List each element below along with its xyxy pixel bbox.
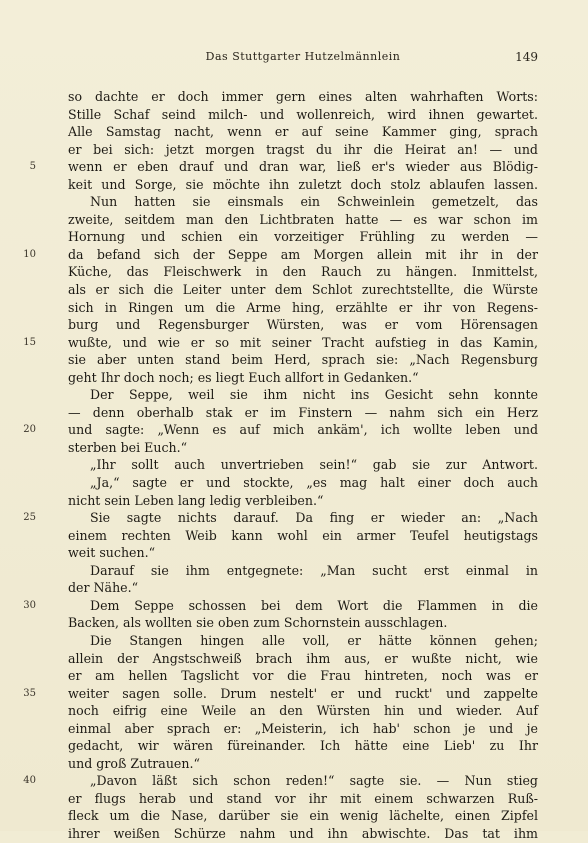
line-text: nicht sein Leben lang ledig verbleiben.“ <box>68 492 324 508</box>
text-line <box>68 123 538 141</box>
text-line <box>23 772 538 790</box>
line-text: Der Seppe, weil sie ihm nicht ins Gesicht sehn konnte <box>90 387 538 403</box>
line-text: gedacht, wir wären füreinander. Ich hätte eine Lieb' zu Ihr <box>68 738 538 754</box>
line-text: geht Ihr doch noch; es liegt Euch allfort in Gedanken.“ <box>68 369 419 385</box>
text-line <box>68 351 538 369</box>
text-line <box>23 334 538 352</box>
text-line <box>68 456 538 474</box>
text-line <box>68 176 538 194</box>
line-text: so dachte er doch immer gern eines alten wahrhaften Worts: <box>68 89 538 104</box>
line-text: sich in Ringen um die Arme hing, erzählte er ihr von Regens- <box>68 299 538 315</box>
text-line <box>68 544 538 562</box>
text-line <box>68 807 538 825</box>
line-text: „Ja,“ sagte er und stockte, „es mag halt einer doch auch <box>90 475 538 491</box>
text-line <box>68 755 538 773</box>
text-line <box>68 579 538 597</box>
text-line <box>68 316 538 334</box>
line-text: Alle Samstag nacht, wenn er auf seine Kammer ging, sprach <box>68 124 538 140</box>
line-text: Küche, das Fleischwerk in den Rauch zu hängen. Inmittelst, <box>68 264 538 280</box>
line-text: Stille Schaf seind milch- und wollenreich, wird ihnen gewartet. <box>68 106 538 122</box>
line-text: da befand sich der Seppe am Morgen allein mit ihr in der <box>68 246 538 262</box>
text-line <box>68 439 538 457</box>
line-text: einmal aber sprach er: „Meisterin, ich hab' schon je und je <box>68 720 538 736</box>
line-text: zweite, seitdem man den Lichtbraten hatte — es war schon im <box>68 211 538 227</box>
text-line <box>23 509 538 527</box>
line-number: 10 <box>23 248 36 260</box>
line-text: allein der Angstschweiß brach ihm aus, er wußte nicht, wie <box>68 650 538 666</box>
line-number: 5 <box>29 161 36 173</box>
line-text: sie aber unten stand beim Herd, sprach sie: „Nach Regensburg <box>68 352 538 368</box>
text-line <box>68 281 538 299</box>
line-text: Die Stangen hingen alle voll, er hätte können gehen; <box>90 632 538 648</box>
line-text: er flugs herab und stand vor ihr mit einem schwarzen Ruß- <box>68 790 538 806</box>
text-line <box>68 211 538 229</box>
text-line <box>68 299 538 317</box>
text-line <box>68 106 538 124</box>
text-line <box>68 614 538 632</box>
text-line <box>68 263 538 281</box>
text-line <box>68 369 538 387</box>
text-line <box>68 632 538 650</box>
text-line <box>68 650 538 668</box>
text-line <box>68 88 538 106</box>
line-text: als er sich die Leiter unter dem Schlot zurechtstellte, die Würste <box>68 282 538 298</box>
line-text: Sie sagte nichts darauf. Da fing er wieder an: „Nach <box>90 510 538 526</box>
line-text: weit suchen.“ <box>68 545 156 561</box>
line-text: er bei sich: jetzt morgen tragst du ihr die Heirat an! — und <box>68 141 538 157</box>
text-line <box>68 562 538 580</box>
body-text <box>23 88 538 843</box>
text-line <box>23 421 538 439</box>
text-line <box>68 228 538 246</box>
text-line <box>68 141 538 159</box>
text-line <box>68 492 538 510</box>
line-text: Dem Seppe schossen bei dem Wort die Flammen in die <box>90 597 538 613</box>
text-line <box>68 720 538 738</box>
line-text: keit und Sorge, sie möchte ihn zuletzt doch stolz ablaufen lassen. <box>68 176 538 192</box>
line-text: der Nähe.“ <box>68 580 139 596</box>
line-number: 15 <box>23 336 36 348</box>
line-text: „Davon läßt sich schon reden!“ sagte sie. — Nun stieg <box>90 773 538 789</box>
text-line <box>68 825 538 843</box>
text-line <box>68 404 538 422</box>
line-number: 40 <box>23 775 36 787</box>
line-text: noch eifrig eine Weile an den Würsten hin und wieder. Auf <box>68 703 538 719</box>
text-line <box>23 685 538 703</box>
text-line <box>68 527 538 545</box>
text-line <box>68 193 538 211</box>
line-text: er am hellen Tagslicht vor die Frau hintreten, noch was er <box>68 668 538 684</box>
line-text: und sagte: „Wenn es auf mich ankäm', ich wollte leben und <box>68 422 538 438</box>
page-number: 149 <box>515 50 538 64</box>
line-number: 25 <box>23 512 36 524</box>
line-text: burg und Regensburger Würsten, was er vom Hörensagen <box>68 317 538 333</box>
line-number: 30 <box>23 599 36 611</box>
text-line <box>68 386 538 404</box>
line-text: und groß Zutrauen.“ <box>68 755 200 771</box>
line-text: — denn oberhalb stak er im Finstern — nahm sich ein Herz <box>68 404 538 420</box>
line-text: einem rechten Weib kann wohl ein armer Teufel heutigstags <box>68 527 538 543</box>
line-text: wußte, und wie er so mit seiner Tracht aufstieg in das Kamin, <box>68 334 538 350</box>
line-text: fleck um die Nase, darüber sie ein wenig lächelte, einen Zipfel <box>68 808 538 824</box>
text-line <box>68 474 538 492</box>
text-line <box>68 737 538 755</box>
line-text: weiter sagen solle. Drum nestelt' er und ruckt' und zappelte <box>68 685 538 701</box>
line-text: „Ihr sollt auch unvertrieben sein!“ gab sie zur Antwort. <box>90 457 538 473</box>
text-line <box>68 667 538 685</box>
text-line <box>68 702 538 720</box>
text-line <box>23 246 538 264</box>
line-text: wenn er eben drauf und dran war, ließ er's wieder aus Blödig- <box>68 159 538 175</box>
running-title: Das Stuttgarter Hutzelmännlein <box>205 50 401 63</box>
line-text: ihrer weißen Schürze nahm und ihn abwischte. Das tat ihm <box>68 825 538 841</box>
page-header <box>68 50 538 70</box>
text-line <box>23 597 538 615</box>
line-number: 35 <box>23 687 36 699</box>
line-text: Backen, als wollten sie oben zum Schornstein ausschlagen. <box>68 615 448 631</box>
text-line <box>29 158 538 176</box>
line-text: sterben bei Euch.“ <box>68 439 188 455</box>
text-line <box>68 790 538 808</box>
line-text: Hornung und schien ein vorzeitiger Frühling zu werden — <box>68 229 538 245</box>
line-text: Nun hatten sie einsmals ein Schweinlein gemetzelt, das <box>90 194 538 210</box>
line-number: 20 <box>23 424 36 436</box>
line-text: Darauf sie ihm entgegnete: „Man sucht erst einmal in <box>90 562 538 578</box>
